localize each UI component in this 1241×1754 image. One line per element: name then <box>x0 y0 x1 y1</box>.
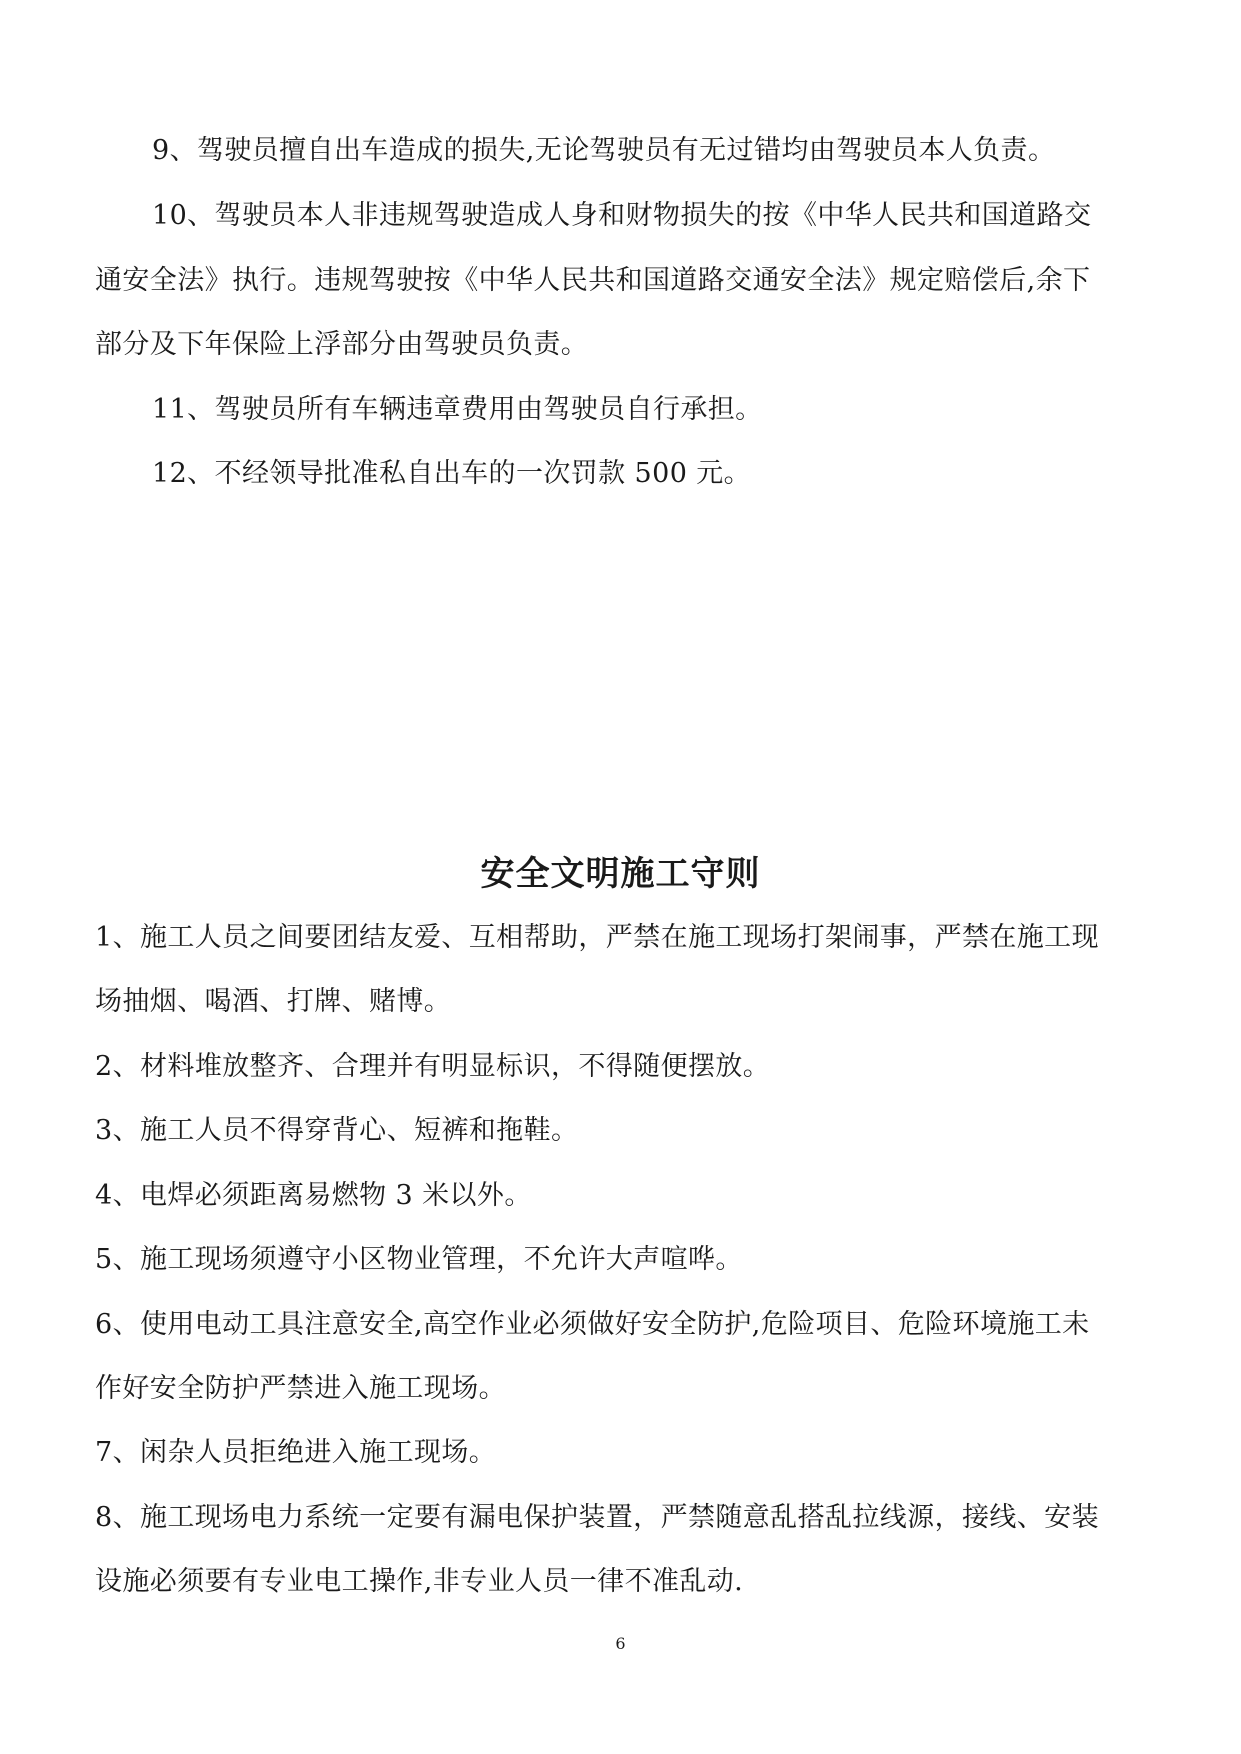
safety-rule-6-line-1: 6、使用电动工具注意安全,高空作业必须做好安全防护,危险项目、危险环境施工未 <box>95 1309 1090 1340</box>
rule-9-line-1: 9、驾驶员擅自出车造成的损失,无论驾驶员有无过错均由驾驶员本人负责。 <box>152 135 1056 166</box>
safety-rule-3-line-1: 3、施工人员不得穿背心、短裤和拖鞋。 <box>95 1115 579 1146</box>
safety-rule-2-line-1: 2、材料堆放整齐、合理并有明显标识，不得随便摆放。 <box>95 1051 771 1082</box>
rule-10-line-2: 通安全法》执行。违规驾驶按《中华人民共和国道路交通安全法》规定赔偿后,余下 <box>95 265 1091 296</box>
safety-rule-8-line-2: 设施必须要有专业电工操作,非专业人员一律不准乱动. <box>95 1566 744 1597</box>
rule-12-line-1: 12、不经领导批准私自出车的一次罚款 500 元。 <box>152 458 752 489</box>
safety-rule-8-line-1: 8、施工现场电力系统一定要有漏电保护装置，严禁随意乱搭乱拉线源，接线、安装 <box>95 1502 1099 1533</box>
safety-rule-1-line-1: 1、施工人员之间要团结友爱、互相帮助，严禁在施工现场打架闹事，严禁在施工现 <box>95 922 1099 953</box>
safety-rule-5-line-1: 5、施工现场须遵守小区物业管理，不允许大声喧哗。 <box>95 1244 743 1275</box>
safety-rule-6-line-2: 作好安全防护严禁进入施工现场。 <box>95 1373 506 1404</box>
rule-10-line-3: 部分及下年保险上浮部分由驾驶员负责。 <box>95 329 589 360</box>
rule-11-line-1: 11、驾驶员所有车辆违章费用由驾驶员自行承担。 <box>152 394 763 425</box>
page-number: 6 <box>615 1634 626 1653</box>
safety-rule-7-line-1: 7、闲杂人员拒绝进入施工现场。 <box>95 1437 497 1468</box>
rule-10-line-1: 10、驾驶员本人非违规驾驶造成人身和财物损失的按《中华人民共和国道路交 <box>152 200 1092 231</box>
safety-rule-4-line-1: 4、电焊必须距离易燃物 3 米以外。 <box>95 1180 532 1211</box>
safety-rule-1-line-2: 场抽烟、喝酒、打牌、赌博。 <box>95 986 452 1017</box>
section-title: 安全文明施工守则 <box>480 854 761 894</box>
